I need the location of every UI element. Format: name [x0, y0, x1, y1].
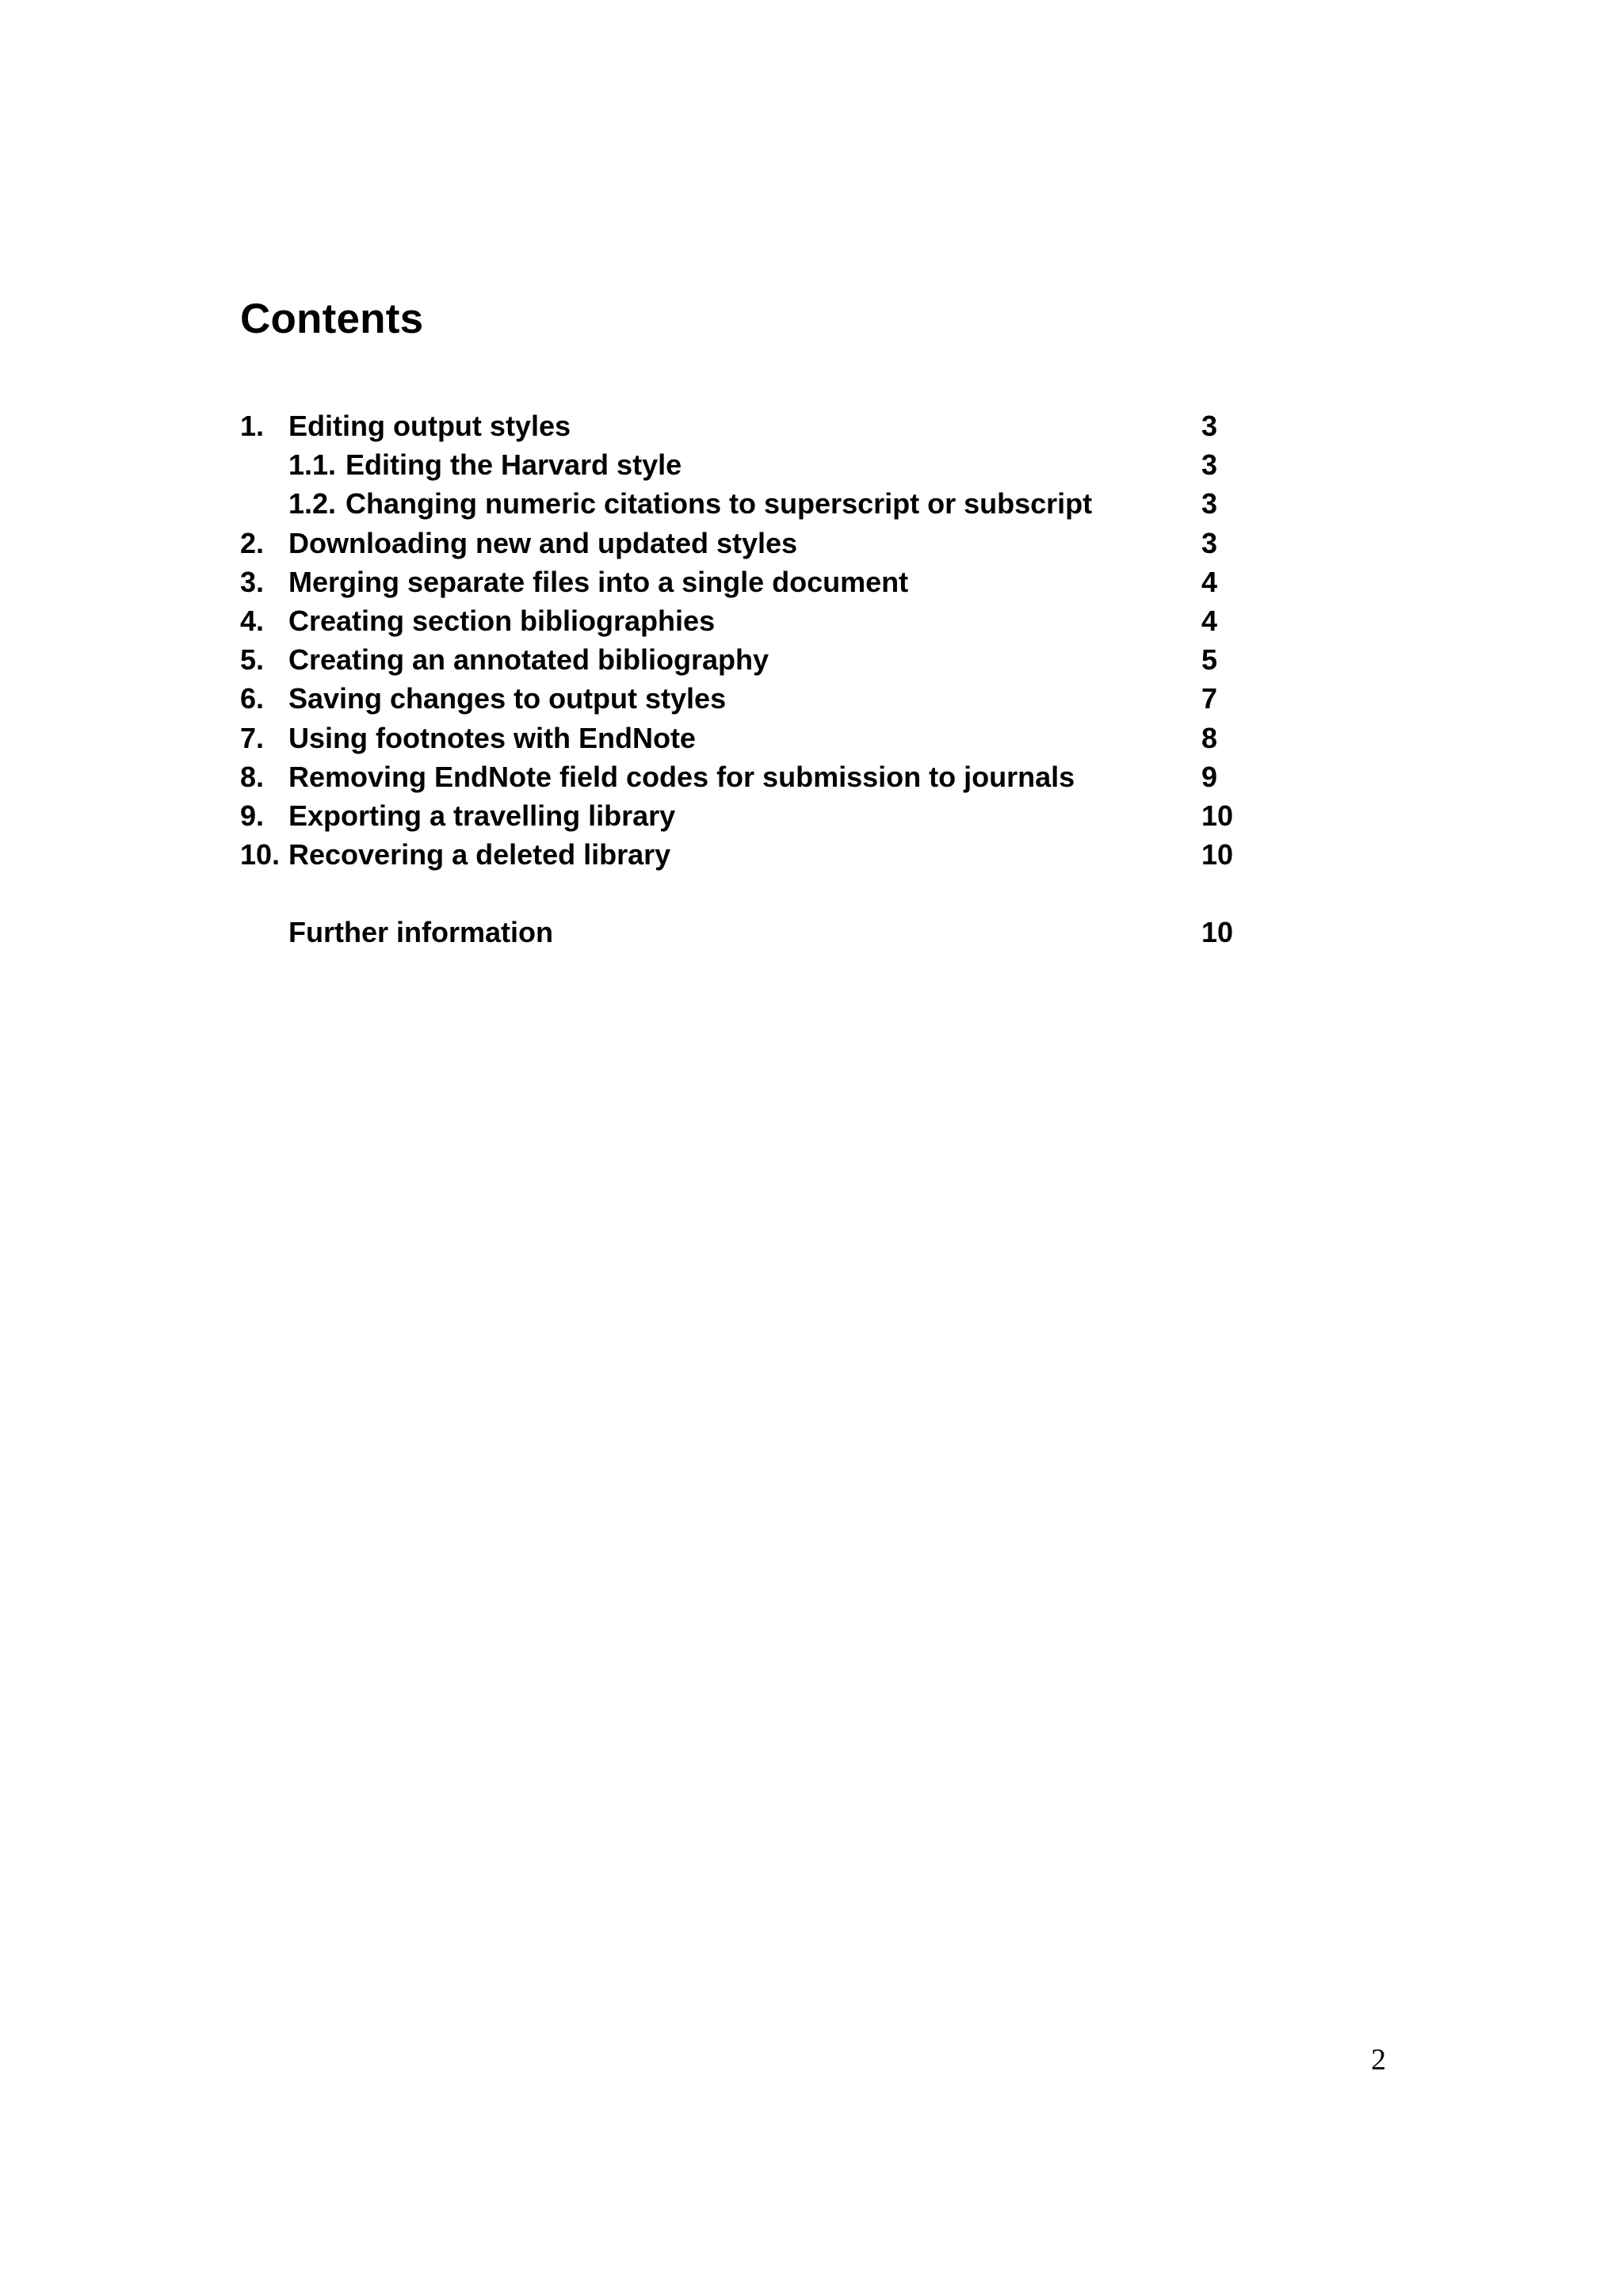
- toc-entry-title: Saving changes to output styles: [288, 682, 727, 715]
- toc-entry-page: 10: [1201, 799, 1234, 832]
- table-of-contents: [240, 406, 1270, 952]
- toc-entry-number: 1.: [240, 410, 265, 442]
- page-title: Contents: [240, 296, 424, 342]
- toc-entry-title: Editing the Harvard style: [346, 448, 682, 482]
- toc-entry-number: 4.: [240, 604, 265, 637]
- toc-entry: [240, 796, 1270, 835]
- toc-entry-page: 4: [1201, 604, 1218, 637]
- toc-entry: [240, 719, 1270, 757]
- toc-entry-page: 3: [1201, 526, 1218, 559]
- toc-entry-title: Creating section bibliographies: [288, 604, 716, 637]
- toc-entry-title: Recovering a deleted library: [288, 838, 671, 871]
- toc-entry: [240, 406, 1270, 445]
- toc-entry-page: 4: [1201, 565, 1218, 598]
- toc-entry-title: Further information: [288, 916, 553, 949]
- toc-entry-page: 5: [1201, 643, 1218, 677]
- toc-entry-page: 8: [1201, 721, 1218, 754]
- toc-entry-page: 3: [1201, 410, 1218, 442]
- toc-entry-page: 9: [1201, 760, 1218, 793]
- toc-entry-further-information: [240, 913, 1270, 952]
- toc-entry-title: Downloading new and updated styles: [288, 526, 798, 559]
- toc-entry: [240, 757, 1270, 796]
- toc-entry-page: 10: [1201, 916, 1234, 949]
- toc-entry-page: 3: [1201, 487, 1218, 521]
- toc-entry-number: 2.: [240, 526, 265, 559]
- toc-subentry: [240, 445, 1270, 484]
- toc-entry-number: 1.2.: [288, 487, 337, 521]
- page-number: 2: [1371, 2043, 1386, 2077]
- toc-entry: [240, 679, 1270, 718]
- toc-entry-page: 3: [1201, 448, 1218, 482]
- toc-entry-title: Changing numeric citations to superscript or subscript: [346, 487, 1093, 521]
- toc-entry-number: 8.: [240, 760, 265, 793]
- toc-entry-number: 9.: [240, 799, 265, 832]
- toc-entry: [240, 601, 1270, 640]
- toc-entry-title: Using footnotes with EndNote: [288, 721, 696, 754]
- toc-entry: [240, 563, 1270, 601]
- toc-entry: [240, 640, 1270, 679]
- toc-entry-number: 3.: [240, 565, 265, 598]
- toc-subentry: [240, 484, 1270, 523]
- toc-entry-number: 10.: [240, 838, 281, 871]
- toc-entry-title: Removing EndNote field codes for submission to journals: [288, 760, 1075, 793]
- toc-entry-number: 6.: [240, 682, 265, 715]
- toc-entry-number: 1.1.: [288, 448, 337, 482]
- toc-entry-title: Editing output styles: [288, 410, 571, 442]
- toc-entry-title: Exporting a travelling library: [288, 799, 676, 832]
- toc-entry: [240, 835, 1270, 874]
- toc-entry-number: 5.: [240, 643, 265, 677]
- toc-entry-page: 10: [1201, 838, 1234, 871]
- toc-entry-title: Merging separate files into a single document: [288, 565, 909, 598]
- toc-entry-page: 7: [1201, 682, 1218, 715]
- toc-entry: [240, 524, 1270, 563]
- toc-entry-title: Creating an annotated bibliography: [288, 643, 769, 677]
- toc-entry-number: 7.: [240, 721, 265, 754]
